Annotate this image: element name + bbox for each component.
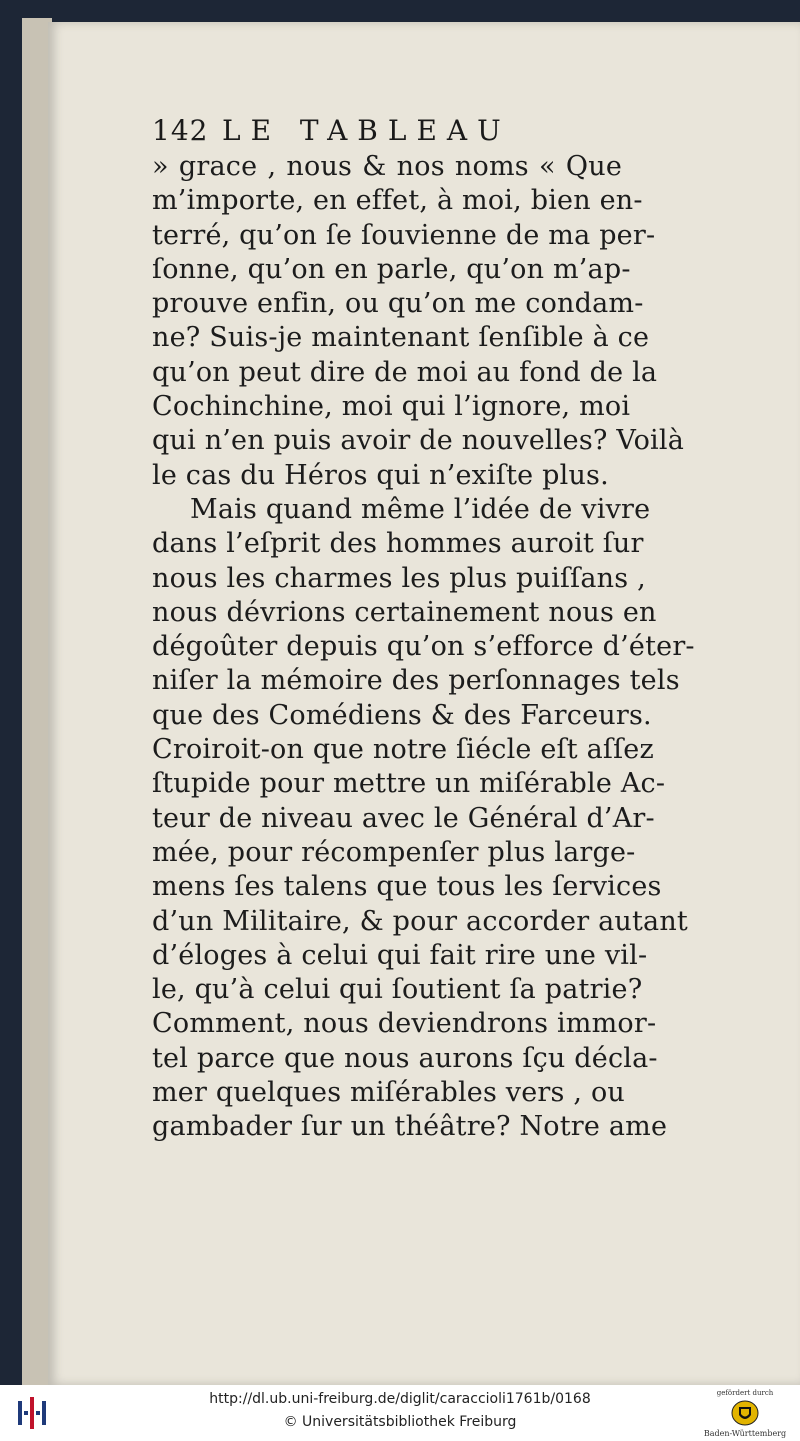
text-line: le cas du Héros qui n’exiſte plus. (152, 459, 609, 491)
text-line: nous dévrions certainement nous en (152, 596, 657, 628)
text-line: gambader ſur un théâtre? Notre ame (152, 1111, 668, 1143)
text-line: teur de niveau avec le Général d’Ar- (152, 802, 655, 834)
text-line: mer quelques miſérables vers , ou (152, 1077, 625, 1109)
running-title: LE TABLEAU (222, 114, 511, 147)
text-line: terré, qu’on ſe ſouvienne de ma per- (152, 219, 656, 251)
text-line: que des Comédiens & des Farceurs. (152, 699, 652, 731)
text-line: qui n’en puis avoir de nouvelles? Voilà (152, 425, 685, 457)
sponsor-name: Baden-Württemberg (703, 1429, 787, 1438)
page-text (152, 150, 695, 1145)
text-line: Cochinchine, moi qui l’ignore, moi (152, 391, 631, 423)
text-line: dégoûter depuis qu’on s’efforce d’éter- (152, 631, 695, 663)
running-head (152, 114, 622, 154)
sponsor-caption: gefördert durch (716, 1389, 774, 1397)
text-line: ſtupide pour mettre un miſérable Ac- (152, 768, 666, 800)
text-line: niſer la mémoire des perſonnages tels (152, 665, 680, 697)
text-line: Comment, nous deviendrons immor- (152, 1008, 657, 1040)
page-number: 142 (152, 114, 209, 147)
text-line: ne? Suis-je maintenant ſenſible à ce (152, 322, 650, 354)
sponsor-badge (700, 1387, 790, 1439)
text-line: Mais quand même l’idée de vivre (190, 493, 651, 525)
text-line: mée, pour récompenſer plus large- (152, 836, 636, 868)
text-line: » grace , nous & nos noms « Que (152, 151, 622, 182)
book-page (48, 22, 800, 1385)
text-line: d’éloges à celui qui fait rire une vil- (152, 939, 648, 971)
text-line: dans l’eſprit des hommes auroit ſur (152, 528, 644, 560)
text-line: Croiroit-on que notre ſiécle eſt aſſez (152, 734, 654, 766)
text-line: tel parce que nous aurons ſçu décla- (152, 1042, 658, 1074)
text-line: mens ſes talens que tous les ſervices (152, 871, 662, 903)
footer-bar (0, 1385, 800, 1441)
text-line: d’un Militaire, & pour accorder autant (152, 905, 688, 937)
text-line: ſonne, qu’on en parle, qu’on m’ap- (152, 253, 631, 285)
coat-of-arms-icon (730, 1399, 760, 1427)
text-line: nous les charmes les plus puiſſans , (152, 562, 646, 594)
text-line: qu’on peut dire de moi au fond de la (152, 356, 658, 388)
text-line: le, qu’à celui qui ſoutient ſa patrie? (152, 974, 643, 1006)
permalink-url[interactable]: http://dl.ub.uni-freiburg.de/diglit/caraccioli1761b/0168 (209, 1391, 591, 1407)
text-line: prouve enfin, ou qu’on me condam- (152, 288, 644, 320)
copyright-text: © Universitätsbibliothek Freiburg (283, 1414, 517, 1430)
text-line: m’importe, en effet, à moi, bien en- (152, 185, 643, 217)
